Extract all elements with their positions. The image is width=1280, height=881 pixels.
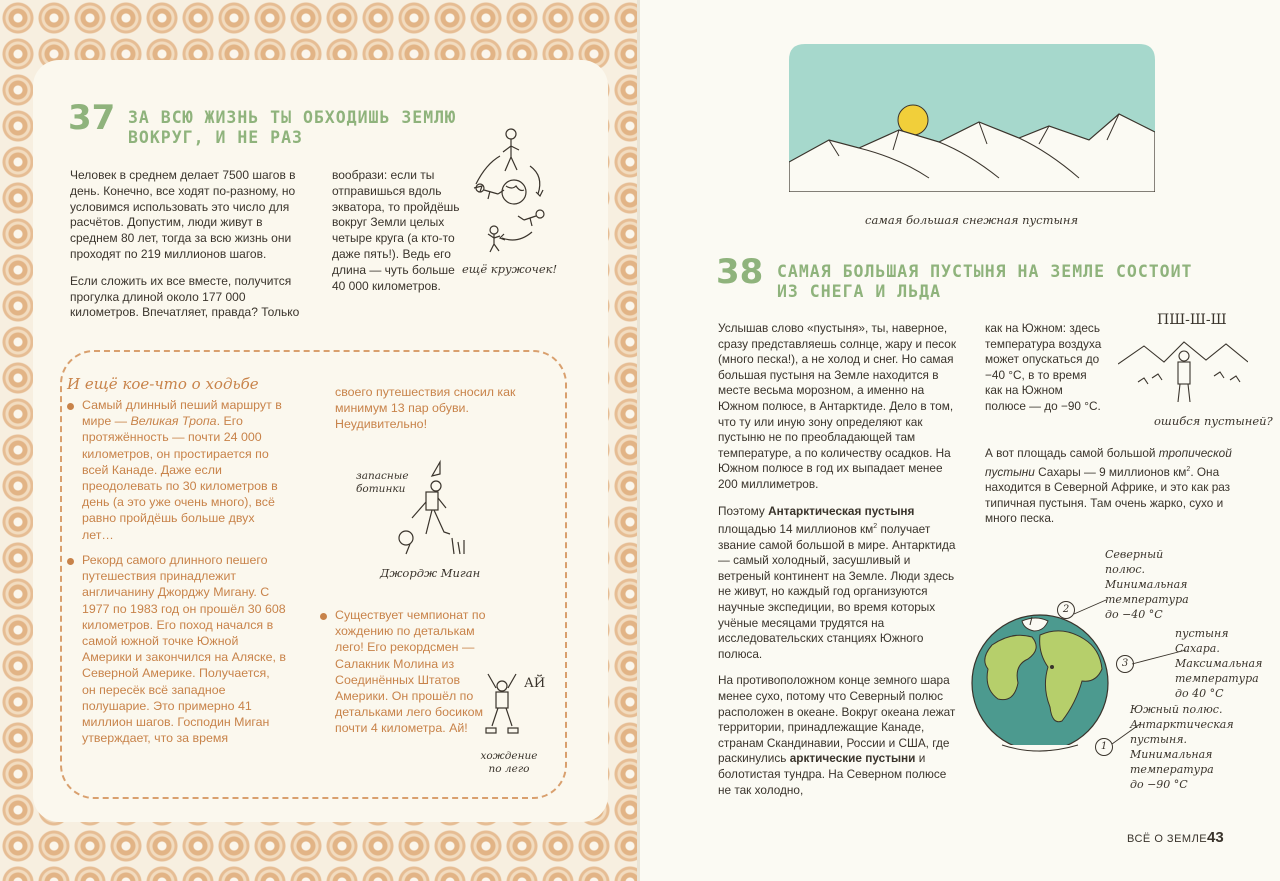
title-line: САМАЯ БОЛЬШАЯ ПУСТЫНЯ НА ЗЕМЛЕ СОСТОИТ: [777, 262, 1193, 281]
paragraph: Если сложить их все вместе, получится прогулка длиной около 177 000 километров. Впечатляет, правда? Только: [70, 273, 300, 320]
globe-note-north-pole: Северный полюс. Минимальная температура до −40 °С: [1105, 548, 1189, 621]
text: . Она находится в Северной Африке, и это как раз типичная пустыня. Там очень жарко, сухо и много песка.: [985, 464, 1231, 526]
mistake-label: ошибся пустыней?: [1154, 414, 1273, 428]
globe-marker-2: 2: [1057, 601, 1075, 619]
right-page: [640, 0, 1280, 881]
text-italic: тропической пустыни: [985, 446, 1232, 479]
inset-column-2-top: [335, 384, 520, 433]
paragraph: Услышав слово «пустыня», ты, наверное, сразу представляешь солнце, жару и песок (много песка!), а не холод и снег. Но самая большая пустыня на Земле находится в месте весьма морозном, а именно на Южном полюсе, в Антарктиде. Дело в том, что ту или иную зону определяют как пустыню не по преобладающей там температуре, а по количеству осадков. На Южном полюсе в год их выпадает менее 200 миллиметров.: [718, 321, 957, 491]
text: Существует чемпионат по хождению по деталькам лего! Его рекордсмен — Салакник Молина из Соединённых Штатов Америки. Он прошёл по детальками лего босиком почти 4 километра. Ай!: [335, 608, 486, 736]
illustration-caption: самая большая снежная пустыня: [865, 213, 1079, 227]
globe-marker-1: 1: [1095, 738, 1113, 756]
bullet-dot: [67, 558, 74, 565]
section38-column-2-b: [985, 446, 1235, 538]
superscript: 2: [873, 523, 878, 531]
globe-walker-sketch: [468, 126, 558, 256]
lego-label: хождение по лего: [480, 750, 538, 776]
title-line: ВОКРУГ, И НЕ РАЗ: [128, 128, 303, 148]
text: Рекорд самого длинного пешего путешествия принадлежит англичанину Джорджу Мигану. С 1977 по 1983 год он прошёл 30 608 километров. Его поход начался в самой южной точке Южной Америки и закончился на Аляске, в Северной Америке. Получается, он пересёк всё западное полушарие. Это примерно 41 миллион шагов. Господин Миган утверждает, что за время: [82, 553, 286, 746]
boots-label: запасные ботинки: [356, 470, 409, 496]
text: получает звание самой большой в мире. Антарктида — самый холодный, засушливый и ветреный континент на Земле. Люди здесь не живут, но каждый год организуются научные экспедиции, во время которых учёные месяцами трудятся на исследовательских станциях Южного полюса.: [718, 522, 956, 661]
text-bold: арктические пустыни: [789, 751, 916, 766]
section-title-37: [128, 108, 456, 148]
sketch-caption: ещё кружочек!: [462, 262, 558, 276]
section37-column-1: [70, 168, 302, 332]
inset-item-2: [82, 552, 286, 746]
page-number: 43: [1207, 829, 1224, 846]
text: Сахары — 9 миллионов км: [1034, 464, 1187, 479]
left-page: [0, 0, 637, 881]
paragraph: Человек в среднем делает 7500 шагов в день. Конечно, все ходят по-разному, но условимся использовать это число для расчётов. Допустим, люди живут в среднем 80 лет, тогда за всю жизнь они проходят по 219 миллионов шагов.: [70, 168, 296, 261]
camel-sketch: [1118, 330, 1248, 410]
shh-label: ПШ-Ш-Ш: [1157, 312, 1227, 328]
section-number-37: 37: [68, 98, 116, 138]
text: Поэтому: [718, 503, 769, 518]
paragraph: [718, 504, 958, 663]
inset-item-3: [335, 607, 500, 737]
footer-book-title: ВСЁ О ЗЕМЛЕ: [1127, 833, 1208, 845]
text: своего путешествия сносил как минимум 13 пар обуви. Неудивительно!: [335, 385, 516, 432]
inset-title: И ещё кое-что о ходьбе: [67, 375, 259, 393]
globe-note-south-pole: Южный полюс. Антарктическая пустыня. Минимальная температура до −90 °С: [1130, 703, 1234, 791]
bullet-dot: [320, 613, 327, 620]
paragraph: [718, 673, 958, 798]
text-bold: Антарктическая пустыня: [768, 503, 915, 518]
inset-item-1: [82, 397, 282, 543]
text: . Его протяжённость — почти 24 000 километров, он простирается по всей Канаде. Даже если преодолевать по 30 километров в день (а это уже очень много), всё равно пройдёшь больше двух лет…: [82, 414, 278, 542]
paragraph: как на Южном: здесь температура воздуха может опускаться до −40 °С, в то время как на Южном полюсе — до −90 °С.: [985, 321, 1102, 413]
superscript: 2: [1186, 465, 1191, 473]
title-line: ИЗ СНЕГА И ЛЬДА: [777, 282, 942, 302]
section38-column-1: [718, 321, 958, 809]
section37-column-2: [332, 168, 460, 305]
ai-label: АЙ: [524, 676, 546, 691]
text: На противоположном конце земного шара менее сухо, потому что Северный полюс расположен в океане. Вокруг океана лежат территории, принадлежащие Канаде, странам Скандинавии, России и США, где раскинулись: [718, 673, 956, 766]
hiker-sketch: [390, 458, 480, 558]
text: Самый длинный пеший маршрут в мире —: [82, 398, 282, 429]
globe-note-sahara: пустыня Сахара. Максимальная температура до 40 °С: [1175, 627, 1263, 700]
globe-marker-3: 3: [1116, 655, 1134, 673]
bullet-dot: [67, 403, 74, 410]
section-title-38: [777, 262, 1193, 302]
text: и болотистая тундра. На Северном полюсе не так холодно,: [718, 751, 947, 797]
text-italic: Великая Тропа: [130, 414, 217, 429]
text: площадью 14 миллионов км: [718, 522, 874, 537]
section-number-38: 38: [716, 252, 764, 292]
lego-walker-sketch: [480, 670, 524, 740]
text: А вот площадь самой большой: [985, 446, 1159, 460]
paragraph: вообрази: если ты отправишься вдоль экватора, то пройдёшь вокруг Земли целых четыре круга (а кто-то даже пять!). Ведь его длина — чуть больше 40 000 километров.: [332, 168, 460, 293]
paragraph: [985, 446, 1235, 527]
title-line: ЗА ВСЮ ЖИЗНЬ ТЫ ОБХОДИШЬ ЗЕМЛЮ: [128, 108, 457, 127]
meegan-label: Джордж Миган: [380, 566, 481, 580]
snowy-mountains-illustration: [789, 44, 1155, 192]
section38-column-2-a: [985, 321, 1105, 426]
